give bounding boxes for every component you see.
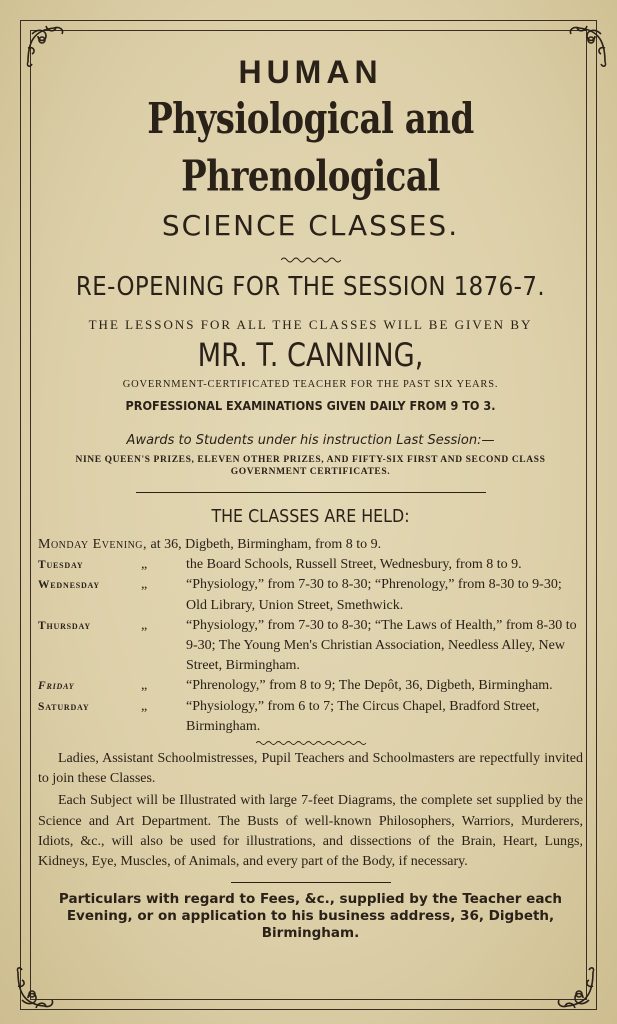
schedule-detail: at 36, Digbeth, Birmingham, from 8 to 9.	[150, 537, 382, 552]
reopening-heading: RE-OPENING FOR THE SESSION 1876-7.	[75, 272, 546, 302]
teacher-credential: GOVERNMENT-CERTIFICATED TEACHER FOR THE PAST SIX YEARS.	[122, 379, 499, 390]
schedule-day: Friday	[38, 680, 75, 693]
schedule-detail: “Physiology,” from 7-30 to 8-30; “Phrenology,” from 8-30 to 9-30; Old Library, Union Street, Smethwick.	[186, 577, 562, 613]
handbill-content	[38, 52, 583, 942]
particulars-notice: Particulars with regard to Fees, &c., supplied by the Teacher each Evening, or on application to his business address, 36, Digbeth, Birmingham.	[58, 891, 563, 942]
classes-heading: THE CLASSES ARE HELD:	[211, 506, 410, 527]
wavy-rule-ornament-icon	[256, 739, 366, 747]
ditto-mark: „	[141, 577, 148, 593]
floral-corner-ornament-icon	[551, 966, 597, 1012]
schedule-day: Monday Evening,	[38, 537, 148, 552]
illustration-paragraph: Each Subject will be Illustrated with large 7-feet Diagrams, the complete set supplied by the Science and Art Department. The Busts of well-known Philosophers, Warriors, Murderers, Idiots, &c., will also be used for illustrations, and dissections of the Brain, Heart, Lungs, Kidneys, Eye, Muscles, of Animals, and every part of the Body, if necessary.	[38, 793, 583, 870]
schedule-row-saturday	[38, 697, 583, 737]
teacher-name: MR. T. CANNING,	[197, 336, 424, 374]
title-science-classes: SCIENCE CLASSES.	[161, 209, 460, 242]
schedule-row-tuesday	[38, 555, 583, 575]
schedule-detail: “Phrenology,” from 8 to 9; The Depôt, 36, Digbeth, Birmingham.	[186, 678, 553, 694]
ditto-mark: „	[141, 698, 148, 714]
divider-rule	[231, 882, 391, 883]
schedule-detail: “Physiology,” from 7-30 to 8-30; “The Laws of Health,” from 8-30 to 9-30; The Young Men's Christian Association, Needless Alley, New Street, Birmingham.	[186, 617, 577, 674]
schedule-day: Tuesday	[38, 559, 84, 572]
schedule-row-thursday	[38, 616, 583, 677]
ditto-mark: „	[141, 557, 148, 573]
title-human: HUMAN	[238, 54, 383, 90]
invitation-paragraph: Ladies, Assistant Schoolmistresses, Pupil Teachers and Schoolmasters are repectfully invited to join these Classes.	[38, 751, 583, 787]
lessons-given-by: THE LESSONS FOR ALL THE CLASSES WILL BE GIVEN BY	[88, 317, 533, 332]
schedule-row-monday	[38, 535, 583, 555]
divider-rule	[136, 492, 486, 493]
schedule-detail: “Physiology,” from 6 to 7; The Circus Chapel, Bradford Street, Birmingham.	[186, 698, 540, 734]
awards-detail: NINE QUEEN'S PRIZES, ELEVEN OTHER PRIZES, AND FIFTY-SIX FIRST AND SECOND CLASS GOVERNMENT CERTIFICATES.	[75, 455, 546, 477]
schedule-day: Thursday	[38, 619, 91, 632]
professional-exams: PROFESSIONAL EXAMINATIONS GIVEN DAILY FROM 9 TO 3.	[125, 398, 496, 413]
schedule-day: Wednesday	[38, 579, 100, 592]
schedule-detail: the Board Schools, Russell Street, Wednesbury, from 8 to 9.	[186, 557, 522, 573]
wavy-rule-ornament-icon	[281, 256, 341, 264]
schedule-row-wednesday	[38, 575, 583, 615]
awards-heading: Awards to Students under his instruction Last Session:—	[126, 433, 495, 448]
ditto-mark: „	[141, 678, 148, 694]
schedule-day: Saturday	[38, 700, 90, 713]
schedule-row-friday	[38, 676, 583, 696]
ditto-mark: „	[141, 617, 148, 633]
title-physiological-phrenological: Physiological and Phrenological	[147, 94, 474, 202]
class-schedule	[38, 535, 583, 737]
floral-corner-ornament-icon	[14, 966, 60, 1012]
